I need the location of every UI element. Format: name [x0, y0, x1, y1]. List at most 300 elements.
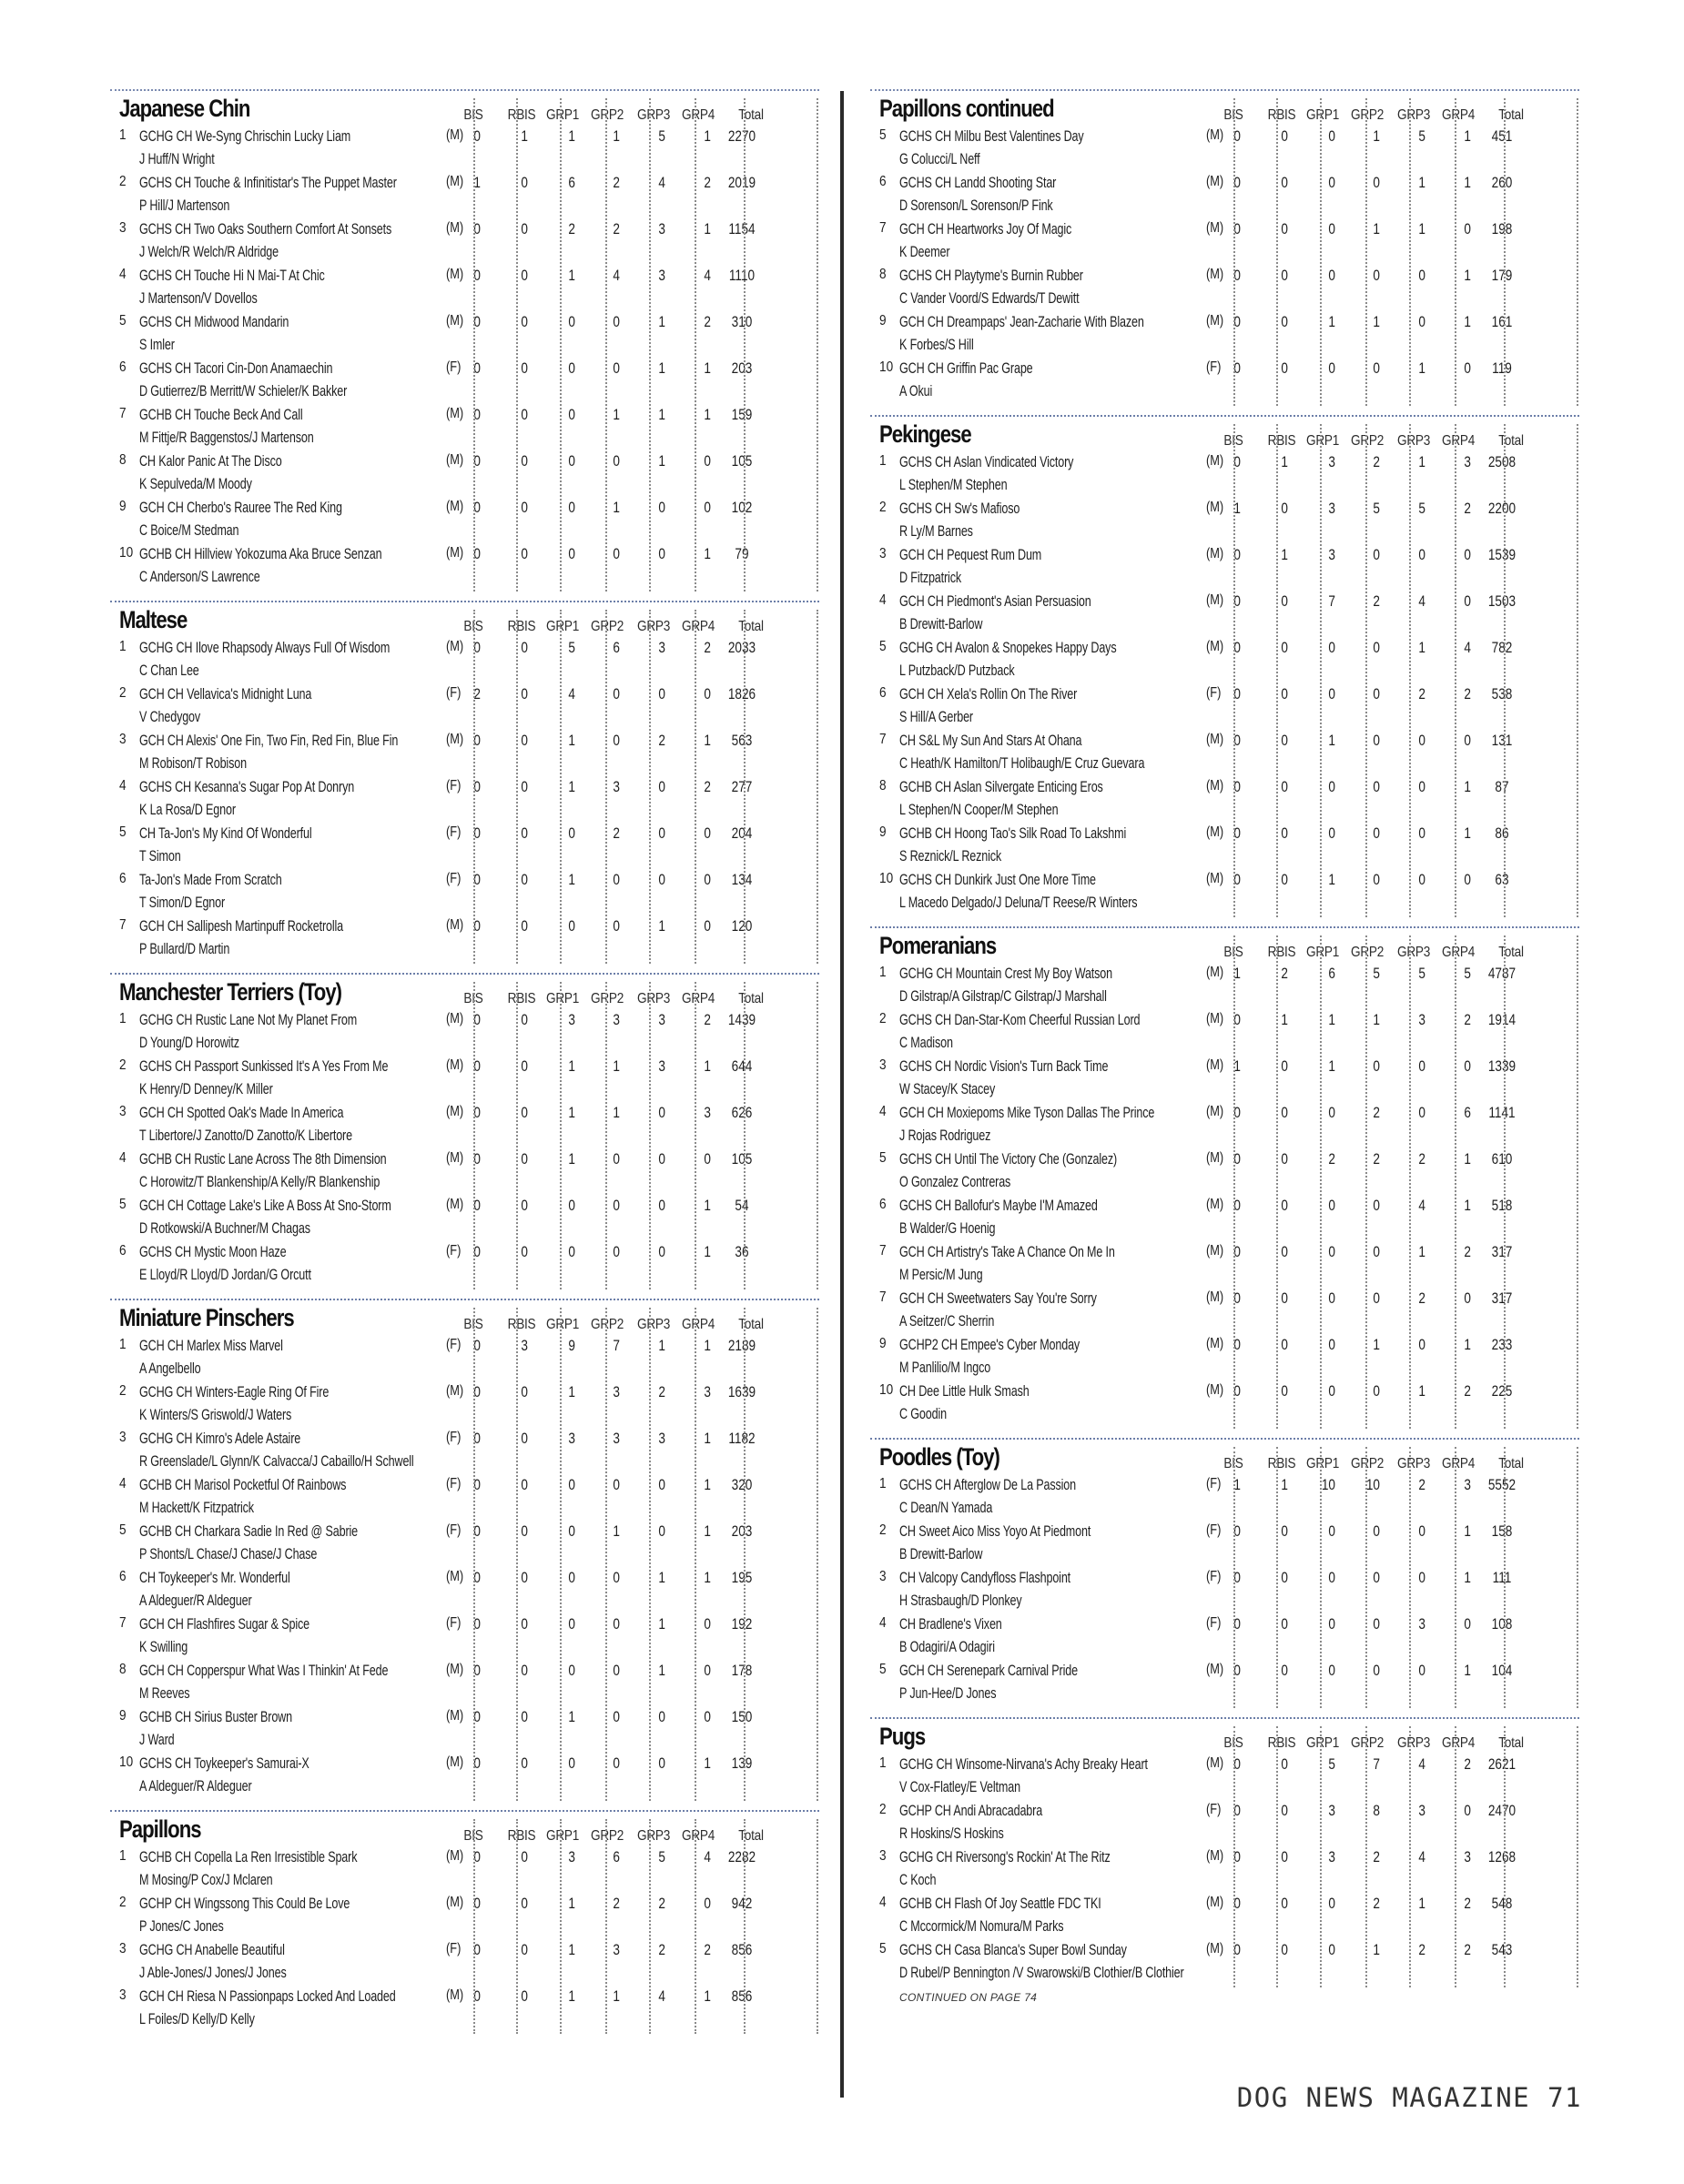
stat-grp3: 2 [1418, 1289, 1425, 1307]
dog-name: GCHG CH Winters-Eagle Ring Of Fire [139, 1383, 330, 1400]
sex-label: (F) [446, 1941, 462, 1956]
rank-number: 5 [119, 1197, 127, 1212]
column-header-total: Total [738, 619, 764, 634]
stat-grp4: 2 [1464, 1941, 1471, 1958]
stat-rbis: 1 [1281, 1011, 1288, 1028]
ranking-row [874, 451, 1579, 498]
stat-bis: 0 [473, 871, 481, 888]
stat-rbis: 0 [1281, 1941, 1288, 1958]
owner-names: C Anderson/S Lawrence [139, 568, 260, 585]
sex-label: (M) [1206, 1104, 1224, 1119]
stat-grp3: 5 [658, 127, 665, 145]
rank-number: 7 [879, 1243, 887, 1259]
stat-grp1: 0 [1328, 1895, 1335, 1912]
stat-bis: 0 [473, 359, 481, 377]
rank-number: 3 [119, 732, 127, 747]
stat-grp1: 1 [568, 778, 575, 795]
stat-grp1: 2 [568, 220, 575, 238]
stat-rbis: 0 [1281, 267, 1288, 284]
stat-grp3: 4 [658, 1987, 665, 2005]
stat-bis: 0 [1233, 1895, 1241, 1912]
dog-name: GCHS CH Passport Sunkissed It's A Yes From Me [139, 1057, 389, 1075]
stat-grp1: 0 [568, 1243, 575, 1260]
ranking-row [874, 963, 1579, 1009]
owner-names: M Robison/T Robison [139, 754, 247, 772]
sex-label: (F) [446, 824, 462, 840]
stat-bis: 0 [1233, 220, 1241, 238]
stat-grp1: 0 [568, 1476, 575, 1493]
rank-number: 7 [119, 1615, 127, 1631]
breed-section-miniature-pinschers [114, 1299, 819, 1799]
dog-name: CH Valcopy Candyfloss Flashpoint [899, 1569, 1071, 1586]
breed-name: Miniature Pinschers [119, 1304, 294, 1331]
stat-grp3: 0 [1418, 824, 1425, 842]
dog-name: GCHS CH Dan-Star-Kom Cheerful Russian Lord [899, 1011, 1141, 1028]
column-separator [744, 982, 746, 1289]
owner-names: P Shonts/L Chase/J Chase/J Chase [139, 1545, 318, 1562]
stat-grp4: 1 [704, 359, 711, 377]
stat-rbis: 0 [521, 359, 528, 377]
stat-bis: 0 [1233, 1197, 1241, 1214]
sex-label: (M) [446, 1383, 464, 1399]
dog-name: GCHG CH Rustic Lane Not My Planet From [139, 1011, 358, 1028]
stat-grp1: 1 [568, 1104, 575, 1121]
stat-total: 192 [731, 1615, 753, 1633]
ranking-row [874, 1613, 1579, 1660]
column-header-grp3: GRP3 [1396, 1735, 1431, 1751]
stat-grp3: 1 [1418, 453, 1425, 470]
stat-rbis: 0 [1281, 1615, 1288, 1633]
stat-bis: 0 [473, 1708, 481, 1725]
rank-number: 5 [119, 824, 127, 840]
dog-name: CH Kalor Panic At The Disco [139, 452, 282, 470]
stat-rbis: 0 [1281, 732, 1288, 749]
breed-section-papillons-continued [874, 89, 1579, 404]
column-header-bis: BIS [1223, 433, 1243, 449]
stat-grp2: 2 [1373, 592, 1380, 610]
stat-rbis: 0 [1281, 778, 1288, 795]
rank-number: 4 [119, 1150, 127, 1166]
stat-grp3: 0 [658, 1754, 665, 1772]
column-header-grp3: GRP3 [636, 107, 671, 123]
ranking-row [114, 1613, 819, 1660]
stat-total: 203 [731, 359, 753, 377]
rank-number: 8 [879, 267, 887, 282]
column-header-bis: BIS [1223, 1456, 1243, 1471]
rank-number: 4 [119, 267, 127, 282]
stat-rbis: 0 [1281, 174, 1288, 191]
dog-name: GCHG CH Mountain Crest My Boy Watson [899, 965, 1112, 982]
dog-name: GCHG CH Winsome-Nirvana's Achy Breaky Heart [899, 1755, 1148, 1773]
ranking-row [874, 730, 1579, 776]
stat-grp4: 0 [704, 1895, 711, 1912]
stat-rbis: 0 [1281, 1522, 1288, 1540]
sex-label: (M) [446, 313, 464, 329]
stat-total: 518 [1491, 1197, 1513, 1214]
owner-names: K Swilling [139, 1638, 188, 1655]
stat-rbis: 0 [521, 685, 528, 703]
stat-bis: 1 [1233, 500, 1241, 517]
stat-grp4: 4 [704, 1848, 711, 1866]
sex-label: (M) [446, 452, 464, 468]
stat-grp3: 0 [1418, 778, 1425, 795]
rank-number: 3 [879, 1569, 887, 1584]
stat-grp4: 0 [704, 1662, 711, 1679]
ranking-row [874, 637, 1579, 683]
stat-grp1: 1 [568, 1987, 575, 2005]
rank-number: 3 [119, 1987, 127, 2003]
stat-grp1: 1 [568, 267, 575, 284]
ranking-row [114, 776, 819, 823]
stat-grp3: 3 [658, 267, 665, 284]
stat-total: 1268 [1487, 1848, 1517, 1866]
sex-label: (M) [446, 917, 464, 933]
owner-names: M Fittje/R Baggenstos/J Martenson [139, 429, 314, 446]
stat-bis: 0 [1233, 1289, 1241, 1307]
sex-label: (F) [446, 871, 462, 886]
owner-names: D Rotkowski/A Buchner/M Chagas [139, 1219, 310, 1237]
column-separator [1365, 935, 1367, 1429]
stat-grp3: 0 [1418, 313, 1425, 330]
column-header-total: Total [1498, 1456, 1524, 1471]
section-divider [870, 1438, 1579, 1440]
column-separator [560, 610, 562, 964]
ranking-row [874, 1893, 1579, 1939]
stat-bis: 0 [473, 1615, 481, 1633]
rank-number: 10 [119, 545, 134, 561]
owner-names: A Okui [899, 382, 933, 399]
stat-grp3: 1 [1418, 1895, 1425, 1912]
stat-total: 2508 [1487, 453, 1517, 470]
section-header [874, 1724, 1579, 1754]
column-separator [817, 1308, 818, 1801]
section-divider [110, 973, 819, 975]
stat-total: 198 [1491, 220, 1513, 238]
stat-grp1: 0 [568, 1615, 575, 1633]
stat-grp1: 0 [568, 1754, 575, 1772]
column-header-total: Total [1498, 433, 1524, 449]
column-header-bis: BIS [463, 1828, 483, 1844]
page-footer: DOG NEWS MAGAZINE 71 [1236, 2082, 1582, 2113]
stat-rbis: 0 [1281, 127, 1288, 145]
ranking-row [114, 1706, 819, 1753]
stat-grp4: 3 [1464, 1848, 1471, 1866]
column-header-total: Total [738, 107, 764, 123]
stat-grp2: 1 [613, 406, 620, 423]
stat-bis: 0 [473, 1011, 481, 1028]
dog-name: GCHS CH Kesanna's Sugar Pop At Donryn [139, 778, 355, 795]
dog-name: GCH CH Serenepark Carnival Pride [899, 1662, 1078, 1679]
rank-number: 4 [879, 592, 887, 608]
stat-grp2: 6 [613, 1848, 620, 1866]
owner-names: M Hackett/K Fitzpatrick [139, 1499, 254, 1516]
column-header-rbis: RBIS [507, 1317, 536, 1332]
dog-name: GCHS CH Mystic Moon Haze [139, 1243, 287, 1260]
stat-grp2: 0 [613, 1708, 620, 1725]
stat-grp2: 0 [613, 1243, 620, 1260]
sex-label: (F) [446, 685, 462, 701]
dog-name: GCH CH Alexis' One Fin, Two Fin, Red Fin, Blue Fin [139, 732, 399, 749]
stat-grp2: 0 [613, 313, 620, 330]
column-header-grp2: GRP2 [590, 1828, 624, 1844]
stat-total: 1110 [728, 267, 756, 284]
stat-bis: 0 [473, 1848, 481, 1866]
stat-total: 159 [731, 406, 753, 423]
stat-total: 233 [1491, 1336, 1513, 1353]
stat-grp1: 0 [1328, 1522, 1335, 1540]
column-header-rbis: RBIS [1267, 945, 1296, 960]
stat-grp3: 1 [1418, 359, 1425, 377]
sex-label: (M) [1206, 1243, 1224, 1259]
stat-grp2: 0 [1373, 639, 1380, 656]
column-separator [1276, 98, 1278, 406]
stat-rbis: 0 [521, 1243, 528, 1260]
ranking-row [114, 543, 819, 590]
owner-names: J Rojas Rodriguez [899, 1127, 991, 1144]
stat-grp1: 0 [1328, 685, 1335, 703]
stat-grp1: 0 [568, 359, 575, 377]
stat-bis: 2 [473, 685, 481, 703]
ranking-row [874, 1939, 1579, 1986]
stat-rbis: 0 [521, 1848, 528, 1866]
stat-grp3: 0 [658, 824, 665, 842]
breed-section-pekingese [874, 415, 1579, 915]
stat-total: 2621 [1487, 1755, 1517, 1773]
stat-grp4: 0 [1464, 359, 1471, 377]
stat-grp4: 0 [704, 871, 711, 888]
dog-name: GCHS CH Toykeeper's Samurai-X [139, 1754, 309, 1772]
stat-grp4: 1 [704, 1197, 711, 1214]
stat-grp4: 1 [704, 1430, 711, 1447]
stat-grp1: 3 [1328, 546, 1335, 563]
section-header [114, 980, 819, 1009]
stat-grp2: 1 [613, 1104, 620, 1121]
dog-name: GCHS CH Two Oaks Southern Comfort At Sonsets [139, 220, 392, 238]
stat-grp2: 0 [613, 1197, 620, 1214]
stat-grp1: 0 [568, 1569, 575, 1586]
stat-grp3: 0 [658, 1522, 665, 1540]
stat-grp2: 0 [1373, 174, 1380, 191]
dog-name: GCHS CH Afterglow De La Passion [899, 1476, 1076, 1493]
stat-grp1: 2 [1328, 1150, 1335, 1168]
stat-grp3: 5 [1418, 500, 1425, 517]
stat-grp4: 1 [704, 1522, 711, 1540]
stat-grp3: 2 [658, 1895, 665, 1912]
stat-total: 317 [1491, 1289, 1513, 1307]
stat-bis: 1 [1233, 965, 1241, 982]
stat-grp1: 0 [1328, 639, 1335, 656]
stat-grp1: 1 [568, 732, 575, 749]
dog-name: GCH CH Moxiepoms Mike Tyson Dallas The Prince [899, 1104, 1155, 1121]
rank-number: 2 [879, 1011, 887, 1026]
dog-name: GCH CH Cottage Lake's Like A Boss At Sno-Storm [139, 1197, 391, 1214]
stat-grp3: 1 [658, 917, 665, 935]
stat-total: 63 [1495, 871, 1509, 888]
column-header-grp4: GRP4 [681, 1828, 715, 1844]
stat-total: 856 [731, 1987, 753, 2005]
owner-names: T Libertore/J Zanotto/D Zanotto/K Libertore [139, 1127, 352, 1144]
stat-grp4: 1 [1464, 1336, 1471, 1353]
stat-grp3: 0 [1418, 1104, 1425, 1121]
section-divider [110, 1299, 819, 1300]
rank-number: 1 [119, 1337, 127, 1352]
sex-label: (M) [1206, 1382, 1224, 1398]
breed-name: Pekingese [879, 420, 971, 448]
rank-number: 1 [879, 1476, 887, 1491]
sex-label: (M) [446, 1848, 464, 1864]
stat-bis: 0 [1233, 1150, 1241, 1168]
owner-names: G Colucci/L Neff [899, 150, 980, 167]
stat-grp3: 3 [658, 639, 665, 656]
stat-grp4: 0 [704, 685, 711, 703]
dog-name: CH Sweet Aico Miss Yoyo At Piedmont [899, 1522, 1091, 1540]
stat-grp2: 5 [1373, 500, 1380, 517]
ranking-row [114, 1428, 819, 1474]
sex-label: (M) [446, 1104, 464, 1119]
rank-number: 3 [119, 1430, 127, 1445]
column-header-grp2: GRP2 [1350, 107, 1385, 123]
owner-names: J Welch/R Welch/R Aldridge [139, 243, 279, 260]
stat-grp2: 0 [613, 545, 620, 562]
column-header-total: Total [738, 991, 764, 1006]
breed-section-papillons [114, 1810, 819, 2032]
rank-number: 1 [119, 1848, 127, 1864]
column-header-grp4: GRP4 [1441, 433, 1476, 449]
stat-grp3: 0 [658, 1104, 665, 1121]
column-header-rbis: RBIS [1267, 1456, 1296, 1471]
rank-number: 2 [879, 500, 887, 515]
stat-grp2: 1 [1373, 127, 1380, 145]
owner-names: B Odagiri/A Odagiri [899, 1638, 995, 1655]
rank-number: 7 [119, 406, 127, 421]
ranking-row [874, 1567, 1579, 1613]
column-separator [1365, 424, 1367, 917]
stat-grp1: 0 [1328, 127, 1335, 145]
stat-grp2: 0 [613, 1662, 620, 1679]
dog-name: CH Ta-Jon's My Kind Of Wonderful [139, 824, 312, 842]
stat-grp3: 0 [658, 1243, 665, 1260]
stat-rbis: 0 [521, 1057, 528, 1075]
dog-name: GCHB CH Hoong Tao's Silk Road To Lakshmi [899, 824, 1127, 842]
column-separator [649, 982, 651, 1289]
stat-total: 1141 [1488, 1104, 1516, 1121]
stat-grp2: 0 [613, 917, 620, 935]
stat-bis: 0 [473, 917, 481, 935]
stat-grp4: 1 [1464, 1522, 1471, 1540]
stat-grp2: 0 [1373, 871, 1380, 888]
stat-grp3: 0 [1418, 1336, 1425, 1353]
stat-grp1: 1 [568, 1708, 575, 1725]
stat-grp1: 3 [1328, 500, 1335, 517]
stat-rbis: 0 [1281, 1336, 1288, 1353]
stat-grp2: 0 [1373, 778, 1380, 795]
stat-total: 2019 [727, 174, 756, 191]
stat-grp4: 2 [1464, 500, 1471, 517]
stat-grp2: 2 [1373, 1848, 1380, 1866]
stat-grp2: 0 [1373, 1662, 1380, 1679]
column-header-rbis: RBIS [507, 107, 536, 123]
column-header-grp2: GRP2 [1350, 1735, 1385, 1751]
stat-grp1: 0 [1328, 1289, 1335, 1307]
stat-grp3: 0 [1418, 267, 1425, 284]
stat-bis: 0 [1233, 778, 1241, 795]
stat-grp4: 3 [704, 1383, 711, 1400]
stat-rbis: 0 [1281, 1289, 1288, 1307]
stat-bis: 0 [1233, 1011, 1241, 1028]
owner-names: D Rubel/P Bennington /V Swarowski/B Clothier/B Clothier [899, 1964, 1184, 1981]
stat-grp1: 3 [1328, 453, 1335, 470]
stat-grp4: 0 [1464, 1615, 1471, 1633]
rank-number: 9 [119, 1708, 127, 1724]
stat-bis: 1 [473, 174, 481, 191]
stat-grp3: 0 [1418, 732, 1425, 749]
column-header-grp1: GRP1 [1305, 107, 1340, 123]
rank-number: 3 [119, 220, 127, 236]
owner-names: P Hill/J Martenson [139, 197, 230, 214]
owner-names: B Drewitt-Barlow [899, 1545, 983, 1562]
stat-rbis: 0 [1281, 500, 1288, 517]
dog-name: GCHG CH Avalon & Snopekes Happy Days [899, 639, 1117, 656]
stat-rbis: 0 [521, 1150, 528, 1168]
stat-grp3: 0 [658, 1708, 665, 1725]
dog-name: GCH CH Pequest Rum Dum [899, 546, 1042, 563]
dog-name: GCHG CH Anabelle Beautiful [139, 1941, 285, 1958]
stat-bis: 0 [1233, 824, 1241, 842]
section-header [114, 608, 819, 637]
column-separator [1276, 1447, 1278, 1708]
owner-names: P Bullard/D Martin [139, 940, 230, 957]
sex-label: (M) [446, 1057, 464, 1073]
column-header-rbis: RBIS [1267, 1735, 1296, 1751]
ranking-row [874, 1754, 1579, 1800]
sex-label: (M) [1206, 1848, 1224, 1864]
ranking-row [874, 265, 1579, 311]
column-header-total: Total [1498, 107, 1524, 123]
column-header-grp2: GRP2 [1350, 433, 1385, 449]
stat-grp4: 2 [1464, 1895, 1471, 1912]
dog-name: GCH CH Copperspur What Was I Thinkin' At Fede [139, 1662, 389, 1679]
stat-grp3: 0 [1418, 1057, 1425, 1075]
rank-number: 5 [119, 313, 127, 329]
stat-grp2: 2 [1373, 1104, 1380, 1121]
stat-rbis: 0 [521, 1104, 528, 1121]
stat-grp1: 1 [568, 1057, 575, 1075]
stat-grp2: 0 [1373, 732, 1380, 749]
stat-total: 260 [1491, 174, 1513, 191]
owner-names: M Panlilio/M Ingco [899, 1359, 991, 1376]
ranking-row [874, 172, 1579, 218]
sex-label: (M) [446, 220, 464, 236]
stat-total: 195 [731, 1569, 753, 1586]
stat-grp2: 2 [1373, 453, 1380, 470]
column-separator [1504, 98, 1506, 406]
sex-label: (F) [1206, 359, 1222, 375]
sex-label: (M) [446, 545, 464, 561]
stat-rbis: 0 [521, 1615, 528, 1633]
dog-name: GCHS CH Ballofur's Maybe I'M Amazed [899, 1197, 1098, 1214]
column-header-total: Total [1498, 945, 1524, 960]
owner-names: K Sepulveda/M Moody [139, 475, 252, 492]
stat-total: 158 [1491, 1522, 1513, 1540]
stat-grp3: 5 [1418, 965, 1425, 982]
stat-rbis: 0 [521, 1383, 528, 1400]
stat-grp4: 3 [704, 1104, 711, 1121]
ranking-row [114, 1939, 819, 1986]
sex-label: (M) [1206, 220, 1224, 236]
dog-name: GCHB CH Rustic Lane Across The 8th Dimension [139, 1150, 387, 1168]
ranking-row [874, 1241, 1579, 1288]
dog-name: GCHB CH Aslan Silvergate Enticing Eros [899, 778, 1103, 795]
